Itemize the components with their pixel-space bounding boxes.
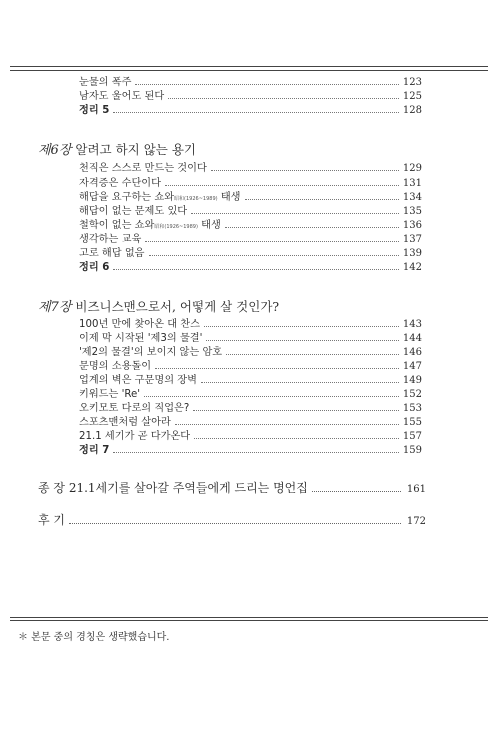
entry-page: 131 <box>402 178 422 189</box>
leader-dots <box>211 170 399 171</box>
chapter-title: 비즈니스맨으로서, 어떻게 살 것인가? <box>75 299 280 314</box>
leader-dots <box>69 523 401 524</box>
toc-entry <box>79 402 422 416</box>
toc-entry <box>79 346 422 360</box>
entry-title <box>79 219 221 234</box>
entry-page: 153 <box>402 403 422 414</box>
chapter-title: 알려고 하지 않는 용기 <box>75 142 196 157</box>
entry-title: 눈물의 폭주 <box>79 77 132 88</box>
entry-page: 159 <box>402 445 422 456</box>
entry-page: 161 <box>406 484 426 495</box>
entry-title-suffix: 태생 <box>201 220 221 231</box>
leader-dots <box>245 199 399 200</box>
entry-title: 남자도 울어도 된다 <box>79 91 165 102</box>
entry-page: 123 <box>402 77 422 88</box>
entry-page: 147 <box>402 361 422 372</box>
toc-summary-entry <box>79 261 422 275</box>
entry-title <box>79 191 241 206</box>
entry-title: 해답이 없는 문제도 있다 <box>79 206 188 217</box>
entry-title: 생각하는 교육 <box>79 234 142 245</box>
entry-title: 후 기 <box>38 513 65 527</box>
entry-title-suffix: 태생 <box>220 192 241 203</box>
leader-dots <box>226 354 399 355</box>
leader-dots <box>201 382 399 383</box>
toc-entry <box>79 332 422 346</box>
entry-page: 144 <box>402 333 422 344</box>
toc-entry <box>79 233 422 247</box>
chapter-number: 제7장 <box>38 300 72 315</box>
entry-title: 종 장 21.1세기를 살아갈 주역들에게 드리는 명언집 <box>38 481 308 495</box>
entry-title: 100년 만에 찾아온 대 찬스 <box>79 319 200 330</box>
bottom-rule-2 <box>10 620 488 621</box>
entry-page: 137 <box>402 234 422 245</box>
leader-dots <box>191 213 399 214</box>
toc-entry <box>79 416 422 430</box>
entry-page: 128 <box>402 105 422 116</box>
toc-entry <box>79 374 422 388</box>
leader-dots <box>312 491 401 492</box>
entry-title: 천직은 스스로 만드는 것이다 <box>79 163 207 174</box>
entry-page: 139 <box>402 248 422 259</box>
afterword-entry <box>38 511 426 528</box>
entry-title: 스포츠맨처럼 살아라 <box>79 417 171 428</box>
leader-dots <box>145 241 399 242</box>
bottom-rule-1 <box>10 617 488 618</box>
entry-title: 정리 7 <box>79 445 110 456</box>
entry-page: 142 <box>402 262 422 273</box>
entry-title: 정리 6 <box>79 262 110 273</box>
toc-summary-entry <box>79 444 422 458</box>
entry-page: 157 <box>402 431 422 442</box>
entry-title: 21.1 세기가 곧 다가온다 <box>79 431 191 442</box>
entry-title: 정리 5 <box>79 105 110 116</box>
toc-entry <box>79 177 422 191</box>
entry-page: 155 <box>402 417 422 428</box>
entry-title-main: 해답을 요구하는 쇼와 <box>79 192 175 203</box>
entry-title-note: 昭和(1926~1989) <box>174 196 218 202</box>
entry-page: 134 <box>402 192 422 203</box>
chapter-heading <box>38 139 196 158</box>
leader-dots <box>193 410 399 411</box>
entry-page: 152 <box>402 389 422 400</box>
toc-entry <box>79 76 422 90</box>
leader-dots <box>175 424 399 425</box>
entry-page: 172 <box>406 516 426 527</box>
leader-dots <box>206 340 399 341</box>
entry-page: 149 <box>402 375 422 386</box>
toc-entry <box>79 219 422 234</box>
top-rule-1 <box>10 66 488 67</box>
toc-entry <box>79 247 422 261</box>
entry-title: 업계의 벽은 구문명의 장벽 <box>79 375 197 386</box>
entry-title: '제2의 물결'의 보이지 않는 암호 <box>79 347 223 358</box>
toc-entry <box>79 191 422 206</box>
leader-dots <box>113 112 399 113</box>
entry-title-note: 昭和(1926~1989) <box>154 224 198 230</box>
final-chapter-entry <box>38 479 426 496</box>
entry-title: 문명의 소용돌이 <box>79 361 152 372</box>
entry-title: 이제 막 시작된 '제3의 물결' <box>79 333 203 344</box>
toc-entry <box>79 388 422 402</box>
leader-dots <box>165 185 399 186</box>
entry-title: 자격증은 수단이다 <box>79 178 161 189</box>
footnote: ＊ 본문 중의 경칭은 생략했습니다. <box>18 632 170 643</box>
toc-entry <box>79 430 422 444</box>
toc-entry <box>79 318 422 332</box>
toc-summary-entry <box>79 104 422 118</box>
entry-page: 146 <box>402 347 422 358</box>
toc-entry <box>79 205 422 219</box>
toc-entry <box>79 90 422 104</box>
entry-page: 136 <box>402 220 422 231</box>
leader-dots <box>144 396 399 397</box>
leader-dots <box>113 269 399 270</box>
entry-title: 오키모토 다로의 직업은? <box>79 403 190 414</box>
entry-title: 키워드는 'Re' <box>79 389 141 400</box>
leader-dots <box>135 84 399 85</box>
entry-title-main: 철학이 없는 쇼와 <box>79 220 155 231</box>
leader-dots <box>168 98 399 99</box>
chapter-heading <box>38 296 279 315</box>
leader-dots <box>149 255 399 256</box>
entry-page: 143 <box>402 319 422 330</box>
leader-dots <box>113 452 399 453</box>
top-rule-2 <box>10 70 488 71</box>
leader-dots <box>225 227 399 228</box>
chapter-number: 제6장 <box>38 143 72 158</box>
leader-dots <box>155 368 399 369</box>
toc-entry <box>79 162 422 176</box>
entry-page: 125 <box>402 91 422 102</box>
toc-entry <box>79 360 422 374</box>
leader-dots <box>204 326 399 327</box>
entry-page: 135 <box>402 206 422 217</box>
entry-page: 129 <box>402 163 422 174</box>
leader-dots <box>194 438 399 439</box>
entry-title: 고로 해답 없음 <box>79 248 145 259</box>
